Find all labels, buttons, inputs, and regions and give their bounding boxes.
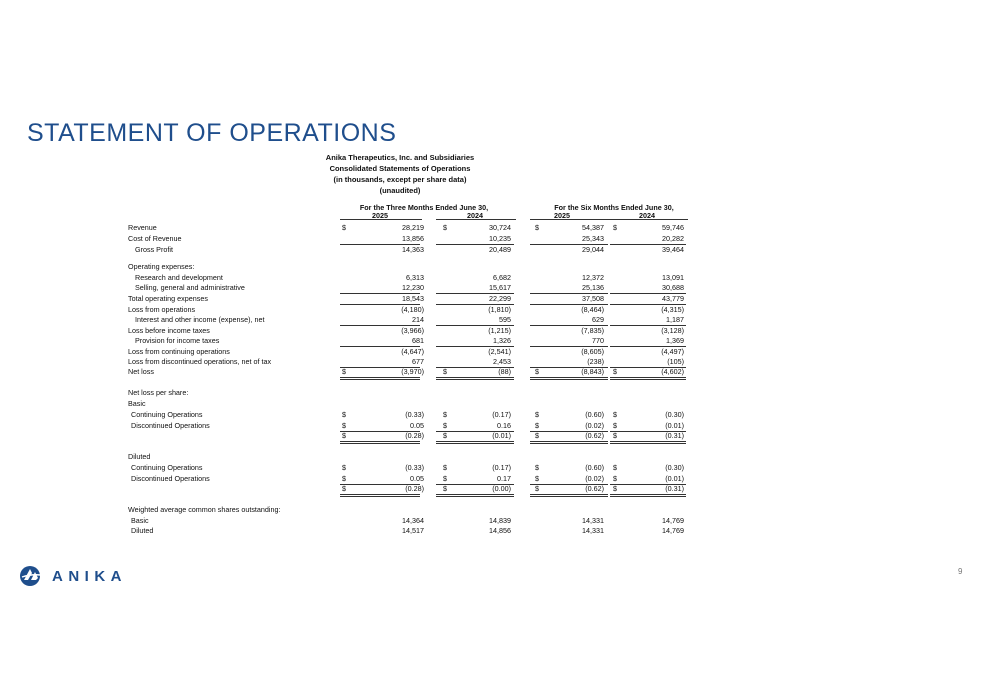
- cell-value: (238): [587, 357, 604, 366]
- table-row: [0, 357, 1000, 367]
- cell-value: 14,856: [489, 526, 511, 535]
- cell-value: 14,769: [662, 526, 684, 535]
- dollar-sign: $: [342, 474, 346, 483]
- cell-value: 14,363: [402, 245, 424, 254]
- row-label: Net loss per share:: [128, 388, 189, 397]
- cell-value: (0.00): [492, 484, 511, 493]
- cell-value: 595: [499, 315, 511, 324]
- row-label: Total operating expenses: [128, 294, 208, 303]
- statement-name: Consolidated Statements of Operations: [329, 164, 471, 173]
- dollar-sign: $: [443, 463, 447, 472]
- cell-value: (8,843): [581, 367, 604, 376]
- cell-value: 14,364: [402, 516, 424, 525]
- company-name: Anika Therapeutics, Inc. and Subsidiaries: [325, 153, 475, 162]
- cell-value: (0.60): [585, 410, 604, 419]
- cell-value: 0.17: [497, 474, 511, 483]
- table-row: [0, 283, 1000, 293]
- cell-value: 14,517: [402, 526, 424, 535]
- cell-value: (0.28): [405, 484, 424, 493]
- table-row: [0, 273, 1000, 283]
- dollar-sign: $: [443, 431, 447, 440]
- row-label: Discontinued Operations: [131, 474, 210, 483]
- dollar-sign: $: [443, 367, 447, 376]
- cell-value: 54,387: [582, 223, 604, 232]
- dollar-sign: $: [535, 410, 539, 419]
- dollar-sign: $: [535, 421, 539, 430]
- cell-value: (105): [667, 357, 684, 366]
- dollar-sign: $: [613, 431, 617, 440]
- row-label: Gross Profit: [135, 245, 173, 254]
- row-label: Provision for income taxes: [135, 336, 220, 345]
- cell-value: 18,543: [402, 294, 424, 303]
- row-label: Diluted: [131, 526, 154, 535]
- dollar-sign: $: [342, 421, 346, 430]
- cell-value: 0.05: [410, 421, 424, 430]
- cell-value: 28,219: [402, 223, 424, 232]
- dollar-sign: $: [613, 463, 617, 472]
- table-row: [0, 474, 1000, 484]
- cell-value: 10,235: [489, 234, 511, 243]
- dollar-sign: $: [443, 421, 447, 430]
- cell-value: (0.01): [492, 431, 511, 440]
- dollar-sign: $: [613, 474, 617, 483]
- cell-value: (0.01): [665, 474, 684, 483]
- table-row: [0, 234, 1000, 244]
- dollar-sign: $: [342, 484, 346, 493]
- cell-value: (0.28): [405, 431, 424, 440]
- row-label: Cost of Revenue: [128, 234, 182, 243]
- cell-value: 43,779: [662, 294, 684, 303]
- cell-value: 20,282: [662, 234, 684, 243]
- cell-value: 59,746: [662, 223, 684, 232]
- year-header: 2025: [372, 211, 388, 220]
- cell-value: 6,682: [493, 273, 511, 282]
- dollar-sign: $: [535, 223, 539, 232]
- cell-value: 29,044: [582, 245, 604, 254]
- table-row: [0, 336, 1000, 346]
- table-row: [0, 326, 1000, 336]
- audit-note: (unaudited): [379, 186, 421, 195]
- dollar-sign: $: [443, 484, 447, 493]
- cell-value: (0.60): [585, 463, 604, 472]
- table-row: [0, 431, 1000, 441]
- table-row: [0, 442, 1000, 452]
- units-note: (in thousands, except per share data): [333, 175, 467, 184]
- row-label: Loss before income taxes: [128, 326, 210, 335]
- row-label: Continuing Operations: [131, 410, 203, 419]
- cell-value: 14,769: [662, 516, 684, 525]
- cell-value: (2,541): [488, 347, 511, 356]
- cell-value: 770: [592, 336, 604, 345]
- table-row: [0, 421, 1000, 431]
- row-label: Basic: [131, 516, 149, 525]
- cell-value: 14,331: [582, 516, 604, 525]
- cell-value: (0.17): [492, 463, 511, 472]
- dollar-sign: $: [443, 474, 447, 483]
- cell-value: (3,128): [661, 326, 684, 335]
- row-label: Loss from operations: [128, 305, 196, 314]
- row-label: Revenue: [128, 223, 157, 232]
- year-header: 2024: [467, 211, 483, 220]
- cell-value: 0.05: [410, 474, 424, 483]
- cell-value: 25,136: [582, 283, 604, 292]
- row-label: Loss from discontinued operations, net of tax: [128, 357, 272, 366]
- cell-value: (0.62): [585, 484, 604, 493]
- table-row: [0, 452, 1000, 462]
- anika-logo-icon: [19, 565, 43, 587]
- table-row: [0, 245, 1000, 255]
- six-months-header: For the Six Months Ended June 30,: [554, 203, 674, 212]
- table-row: [0, 495, 1000, 505]
- cell-value: 2,453: [493, 357, 511, 366]
- cell-value: (8,464): [581, 305, 604, 314]
- table-row: [0, 388, 1000, 398]
- row-label: Basic: [128, 399, 146, 408]
- dollar-sign: $: [613, 367, 617, 376]
- table-row: [0, 463, 1000, 473]
- cell-value: 25,343: [582, 234, 604, 243]
- row-label: Diluted: [128, 452, 151, 461]
- cell-value: (4,602): [661, 367, 684, 376]
- row-label: Research and development: [135, 273, 223, 282]
- table-row: [0, 484, 1000, 494]
- cell-value: 13,091: [662, 273, 684, 282]
- cell-value: 629: [592, 315, 604, 324]
- cell-value: 214: [412, 315, 424, 324]
- cell-value: 39,464: [662, 245, 684, 254]
- dollar-sign: $: [613, 410, 617, 419]
- dollar-sign: $: [342, 410, 346, 419]
- table-row: [0, 305, 1000, 315]
- table-row: [0, 516, 1000, 526]
- cell-value: 0.16: [497, 421, 511, 430]
- dollar-sign: $: [613, 421, 617, 430]
- three-months-header: For the Three Months Ended June 30,: [359, 203, 489, 212]
- table-row: [0, 410, 1000, 420]
- cell-value: (0.33): [405, 410, 424, 419]
- cell-value: (3,970): [401, 367, 424, 376]
- dollar-sign: $: [535, 474, 539, 483]
- dollar-sign: $: [443, 223, 447, 232]
- dollar-sign: $: [342, 367, 346, 376]
- cell-value: (4,315): [661, 305, 684, 314]
- dollar-sign: $: [535, 431, 539, 440]
- company-logo: [19, 565, 127, 587]
- cell-value: (1,810): [488, 305, 511, 314]
- cell-value: (4,180): [401, 305, 424, 314]
- cell-value: (0.30): [665, 463, 684, 472]
- cell-value: (0.02): [585, 474, 604, 483]
- cell-value: (0.30): [665, 410, 684, 419]
- cell-value: 20,489: [489, 245, 511, 254]
- row-label: Continuing Operations: [131, 463, 203, 472]
- cell-value: 12,372: [582, 273, 604, 282]
- dollar-sign: $: [535, 367, 539, 376]
- cell-value: (0.31): [665, 484, 684, 493]
- table-row: [0, 262, 1000, 272]
- table-row: [0, 367, 1000, 377]
- cell-value: (0.01): [665, 421, 684, 430]
- cell-value: (0.31): [665, 431, 684, 440]
- cell-value: (0.02): [585, 421, 604, 430]
- cell-value: (0.17): [492, 410, 511, 419]
- cell-value: 14,839: [489, 516, 511, 525]
- cell-value: 677: [412, 357, 424, 366]
- dollar-sign: $: [443, 410, 447, 419]
- year-header: 2024: [639, 211, 655, 220]
- row-label: Interest and other income (expense), net: [135, 315, 265, 324]
- table-row: [0, 347, 1000, 357]
- cell-value: 30,724: [489, 223, 511, 232]
- cell-value: 37,508: [582, 294, 604, 303]
- table-row: [0, 505, 1000, 515]
- dollar-sign: $: [342, 223, 346, 232]
- table-row: [0, 378, 1000, 388]
- table-row: [0, 223, 1000, 233]
- row-label: Weighted average common shares outstanding:: [128, 505, 281, 514]
- dollar-sign: $: [613, 484, 617, 493]
- table-row: [0, 315, 1000, 325]
- row-label: Operating expenses:: [128, 262, 195, 271]
- row-label: Loss from continuing operations: [128, 347, 230, 356]
- dollar-sign: $: [342, 431, 346, 440]
- page-title: STATEMENT OF OPERATIONS: [27, 119, 397, 147]
- logo-wordmark: ANIKA: [52, 567, 127, 585]
- cell-value: 12,230: [402, 283, 424, 292]
- cell-value: (4,497): [661, 347, 684, 356]
- cell-value: 15,617: [489, 283, 511, 292]
- year-header: 2025: [554, 211, 570, 220]
- cell-value: (7,835): [581, 326, 604, 335]
- cell-value: (8,605): [581, 347, 604, 356]
- table-row: [0, 526, 1000, 536]
- cell-value: (1,215): [488, 326, 511, 335]
- cell-value: 1,187: [666, 315, 684, 324]
- cell-value: 22,299: [489, 294, 511, 303]
- cell-value: 30,688: [662, 283, 684, 292]
- cell-value: 14,331: [582, 526, 604, 535]
- dollar-sign: $: [613, 223, 617, 232]
- cell-value: (0.62): [585, 431, 604, 440]
- dollar-sign: $: [535, 484, 539, 493]
- cell-value: 1,326: [493, 336, 511, 345]
- cell-value: 1,369: [666, 336, 684, 345]
- row-label: Discontinued Operations: [131, 421, 210, 430]
- table-row: [0, 399, 1000, 409]
- dollar-sign: $: [535, 463, 539, 472]
- table-row: [0, 294, 1000, 304]
- cell-value: (3,966): [401, 326, 424, 335]
- cell-value: (88): [498, 367, 511, 376]
- cell-value: (0.33): [405, 463, 424, 472]
- cell-value: 681: [412, 336, 424, 345]
- cell-value: 13,856: [402, 234, 424, 243]
- row-label: Net loss: [128, 367, 154, 376]
- dollar-sign: $: [342, 463, 346, 472]
- page-number: 9: [958, 567, 963, 576]
- row-label: Selling, general and administrative: [135, 283, 245, 292]
- cell-value: 6,313: [406, 273, 424, 282]
- cell-value: (4,647): [401, 347, 424, 356]
